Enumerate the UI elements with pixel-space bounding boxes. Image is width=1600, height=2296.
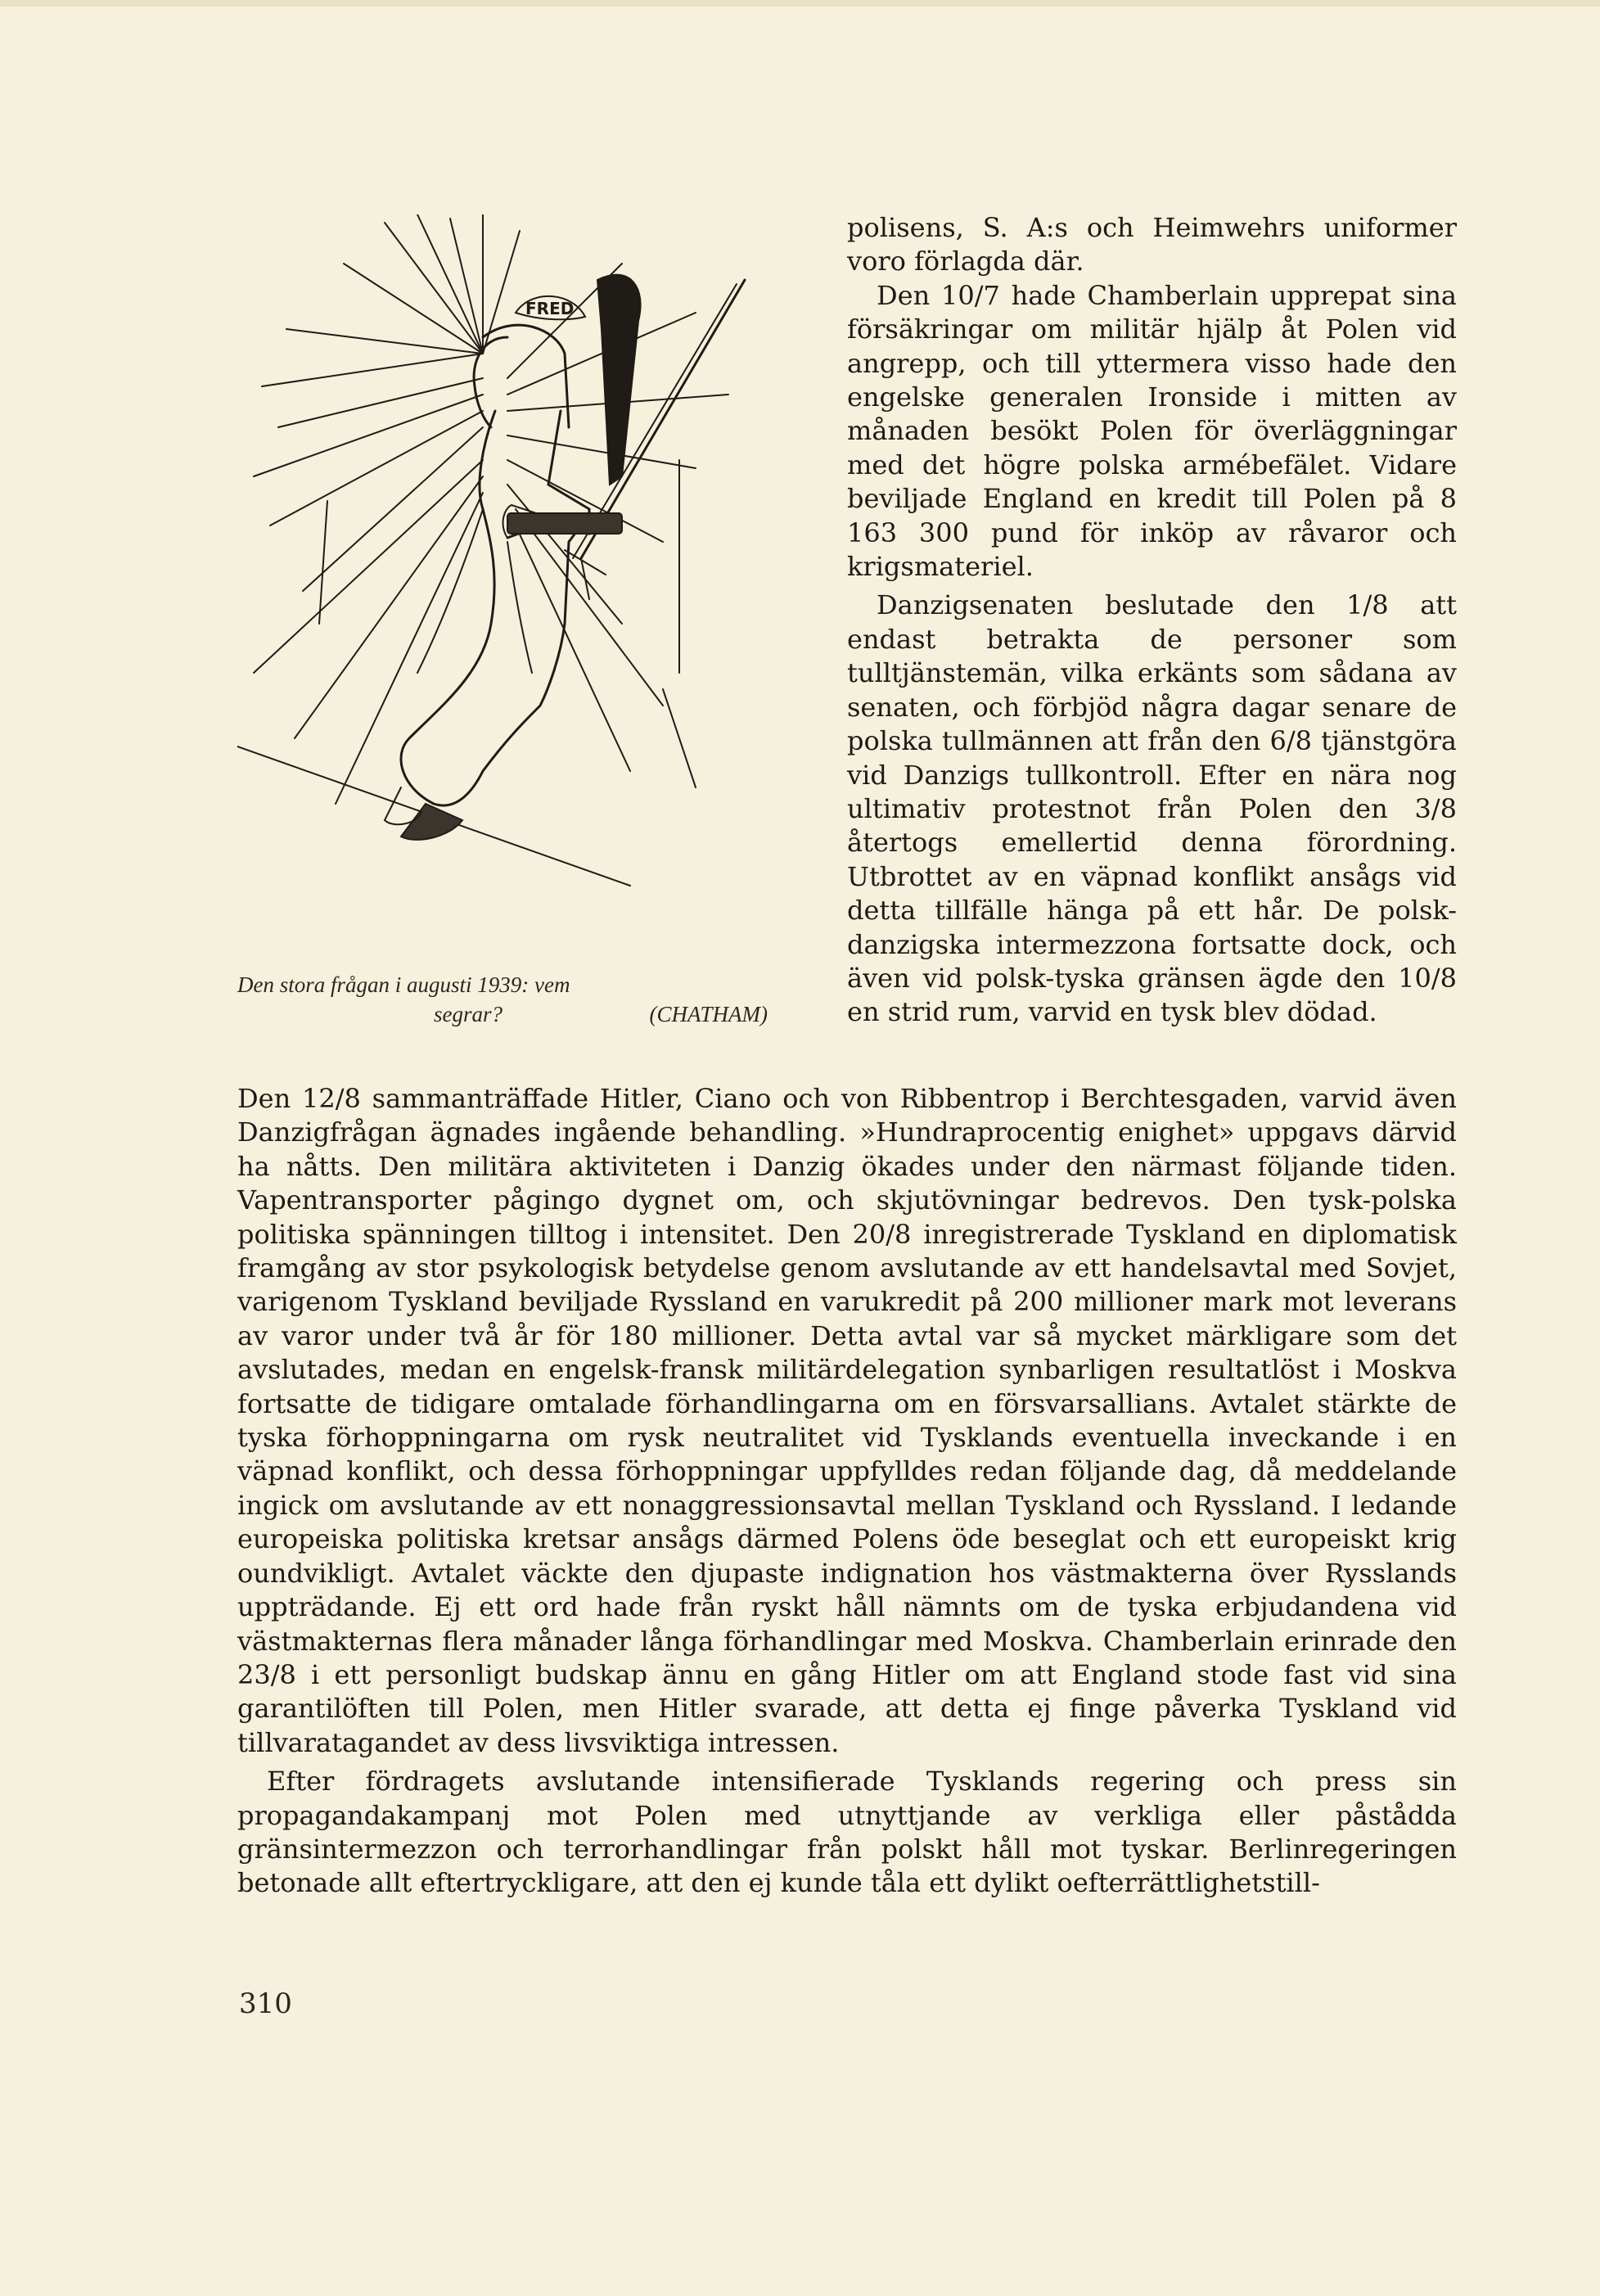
paragraph: Danzigsenaten beslutade den 1/8 att endast betrakta de personer som tulltjänstemän, vilka erkänts som sådana av senaten, och förbjöd några dagar senare de polska tullmännen att från den 6/8 tjänstgöra vid Danzigs tullkontroll. Efter en nära nog ultimativ protestnot från Polen den 3/8 återtogs emellertid denna förordning. Utbrottet av en väpnad konflikt ansågs vid detta tillfälle hänga på ett hår. De polsk-danzigska intermezzona fortsatte dock, och även vid polsk-tyska gränsen ägde den 10/8 en strid rum, varvid en tysk blev dödad. <box>847 589 1457 1028</box>
paragraph: Den 12/8 sammanträffade Hitler, Ciano och von Ribbentrop i Berchtesgaden, varvid även Danzigfrågan ägnades ingående behandling. »Hundraprocentig enighet» uppgavs därvid ha nåtts. Den militära aktiviteten i Danzig ökades under den närmast följande tiden. Vapentransporter pågingo dygnet om, och skjutövningar bedrevos. Den tysk-polska politiska spänningen tilltog i intensitet. Den 20/8 inregistrerade Tyskland en diplomatisk framgång av stor psykologisk betydelse genom avslutande av ett handelsavtal med Sovjet, varigenom Tyskland beviljade Ryssland en varukredit på 200 millioner mark mot leverans av varor under två år för 180 millioner. Detta avtal var så mycket märkligare som det avslutades, medan en engelsk-fransk militärdelegation synbarligen resultatlöst i Moskva fortsatte de tidigare omtalade förhandlingarna om en försvarsallians. Avtalet stärkte de tyska förhoppningarna om rysk neutralitet vid Tysklands eventuella inveckande i en väpnad konflikt, och dessa förhoppningar uppfylldes redan följande dag, då meddelande ingick om avslutande av ett nonaggressionsavtal mellan Tyskland och Ryssland. I ledande europeiska politiska kretsar ansågs därmed Polens öde beseglat och ett europeiskt krig oundvikligt. Avtalet väckte den djupaste indignation hos västmakterna över Rysslands uppträdande. Ej ett ord hade från ryskt håll nämnts om de tyska erbjudandena vid västmakternas flera månader långa förhandlingar med Moskva. Chamberlain erinrade den 23/8 i ett personligt budskap ännu en gång Hitler om att England stode fast vid sina garantilöften till Polen, men Hitler svarade, att detta ej finge påverka Tyskland vid tillvaratagandet av dess livsviktiga intressen. <box>237 1083 1457 1758</box>
paragraph: Den 10/7 hade Chamberlain upprepat sina försäkringar om militär hjälp åt Polen vid angrepp, och till yttermera visso hade den engelske generalen Ironside i mitten av månaden besökt Polen för överläggningar med det högre polska armébefälet. Vidare beviljade England en kredit till Polen på 8 163 300 pund för inköp av råvaror och krigsmateriel. <box>847 279 1457 583</box>
sword <box>565 280 745 599</box>
sign-text: FRED <box>525 299 575 318</box>
cartoon-illustration <box>237 214 810 968</box>
sign <box>516 296 585 319</box>
cartoon-drawing <box>237 214 810 968</box>
page-top-edge <box>0 0 1600 7</box>
paragraph: polisens, S. A:s och Heimwehrs uniformer voro förlagda där. <box>847 212 1457 277</box>
right-column-text <box>847 211 1457 1030</box>
figure-caption <box>237 970 777 1029</box>
caption-text: Den stora frågan i augusti 1939: vem <box>237 972 570 997</box>
caption-line-2 <box>237 999 777 1029</box>
caption-line-1 <box>237 970 777 999</box>
dark-scabbard <box>597 275 641 485</box>
caption-continuation: segrar? <box>434 1002 503 1026</box>
full-width-text <box>237 1082 1457 1901</box>
paragraph: Efter fördragets avslutande intensifierade Tysklands regering och press sin propagandakampanj mot Polen med utnyttjande av verkliga eller påstådda gränsintermezzon och terrorhandlingar från polskt håll mot tyskar. Berlinregeringen betonade allt eftertryckligare, att den ej kunde tåla ett dylikt oefterrättlighetstill- <box>237 1766 1457 1899</box>
page-number: 310 <box>239 1987 292 2020</box>
radiating-lines <box>237 214 728 886</box>
caption-credit: (CHATHAM) <box>649 1002 768 1026</box>
